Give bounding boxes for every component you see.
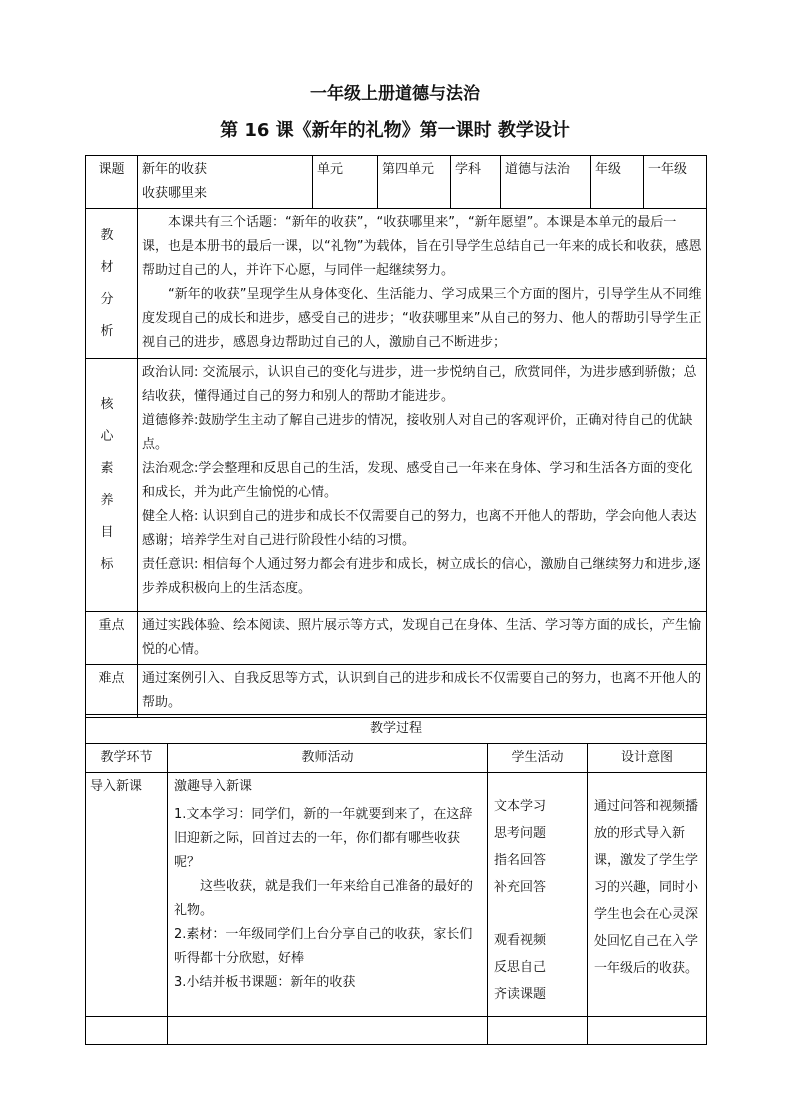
textbook-analysis-label [86, 209, 138, 359]
key-points-label: 重点 [86, 612, 138, 665]
student-activity: 齐读课题 [494, 987, 547, 1002]
goal-item: 道德修养:鼓励学生主动了解自己进步的情况，接收别人对自己的客观评价，正确对待自己的优缺点。 [142, 413, 693, 452]
student-activity: 思考问题 [494, 826, 547, 841]
subject-label: 学科 [451, 156, 501, 209]
design-intent-text: 通过问答和视频播放的形式导入新课，激发了学生学习的兴趣，同时小学生也会在心灵深处回忆自己在入学一年级后的收获。 [594, 799, 699, 976]
topic-line: 收获哪里来 [142, 186, 208, 201]
teacher-paragraph: 2.素材：一年级同学们上台分享自己的收获，家长们听得都十分欣慰，好棒 [174, 927, 473, 966]
empty-cell [168, 1017, 488, 1045]
teacher-heading: 激趣导入新课 [174, 779, 253, 794]
teacher-paragraph: 这些收获，就是我们一年来给自己准备的最好的礼物。 [174, 879, 474, 918]
key-points-content: 通过实践体验、绘本阅读、照片展示等方式，发现自己在身体、生活、学习等方面的成长，产生愉悦的心情。 [138, 612, 707, 665]
teaching-process-table [85, 714, 707, 1045]
topic-label: 课题 [86, 156, 138, 209]
label-line: 核 心 [100, 397, 123, 444]
empty-cell [488, 1017, 588, 1045]
student-activity: 补充回答 [494, 880, 547, 895]
unit-value: 第四单元 [378, 156, 451, 209]
student-activity: 观看视频 [494, 933, 547, 948]
difficult-points-content: 通过案例引入、自我反思等方式，认识到自己的进步和成长不仅需要自己的努力，也离不开他人的帮助。 [138, 665, 707, 718]
student-activity: 指名回答 [494, 853, 547, 868]
stage-cell: 导入新课 [86, 773, 168, 1017]
header-intent: 设计意图 [588, 744, 707, 773]
label-line: 目 标 [100, 525, 123, 572]
subject-value: 道德与法治 [501, 156, 591, 209]
grade-label: 年级 [591, 156, 644, 209]
lesson-title: 第 16 课《新年的礼物》第一课时 教学设计 [220, 120, 570, 141]
analysis-paragraph: 本课共有三个话题：“新年的收获”，“收获哪里来”，“新年愿望”。本课是本单元的最后一课，也是本册书的最后一课，以“礼物”为载体，旨在引导学生总结自己一年来的成长和收获，感恩帮助过自己的人，并许下心愿，与同伴一起继续努力。 [142, 215, 702, 278]
topic-line: 新年的收获 [142, 162, 208, 177]
label-line: 教 材 [100, 227, 123, 275]
header-student: 学生活动 [488, 744, 588, 773]
goal-item: 政治认同: 交流展示，认识自己的变化与进步，进一步悦纳自己，欣赏同伴，为进步感到骄傲；总结收获，懂得通过自己的努力和别人的帮助才能进步。 [142, 365, 697, 404]
analysis-paragraph: “新年的收获”呈现学生从身体变化、生活能力、学习成果三个方面的图片，引导学生从不同维度发现自己的成长和进步，感受自己的进步；“收获哪里来”从自己的努力、他人的帮助引导学生正视自己的进步，感恩身边帮助过自己的人，激励自己不断进步； [142, 287, 702, 350]
topic-value [138, 156, 313, 209]
teacher-paragraph: 3.小结并板书课题：新年的收获 [174, 975, 356, 990]
goal-item: 健全人格: 认识到自己的进步和成长不仅需要自己的努力，也离不开他人的帮助，学会向他人表达感谢；培养学生对自己进行阶段性小结的习惯。 [142, 509, 697, 548]
goal-item: 法治观念:学会整理和反思自己的生活，发现、感受自己一年来在身体、学习和生活各方面的变化和成长，并为此产生愉悦的心情。 [142, 461, 693, 500]
lesson-info-table [85, 155, 707, 718]
grade-value: 一年级 [644, 156, 707, 209]
goal-item: 责任意识: 相信每个人通过努力都会有进步和成长，树立成长的信心，激励自己继续努力和进步,逐步养成积极向上的生活态度。 [142, 557, 701, 596]
student-activity: 反思自己 [494, 960, 547, 975]
core-goals-label [86, 359, 138, 612]
header-teacher: 教师活动 [168, 744, 488, 773]
document-title: 一年级上册道德与法治 [310, 84, 480, 104]
header-stage: 教学环节 [86, 744, 168, 773]
difficult-points-label: 难点 [86, 665, 138, 718]
student-activity: 文本学习 [494, 799, 547, 814]
student-activity-cell [488, 773, 588, 1017]
process-title: 教学过程 [86, 715, 707, 744]
core-goals-content [138, 359, 707, 612]
label-line: 分 析 [100, 291, 123, 339]
empty-cell [86, 1017, 168, 1045]
teacher-paragraph: 1.文本学习：同学们，新的一年就要到来了，在这辞旧迎新之际，回首过去的一年，你们都有哪些收获呢？ [174, 807, 473, 870]
empty-cell [588, 1017, 707, 1045]
design-intent-cell [588, 773, 707, 1017]
textbook-analysis-content [138, 209, 707, 359]
label-line: 素 养 [100, 461, 123, 508]
unit-label: 单元 [313, 156, 378, 209]
teacher-activity-cell [168, 773, 488, 1017]
